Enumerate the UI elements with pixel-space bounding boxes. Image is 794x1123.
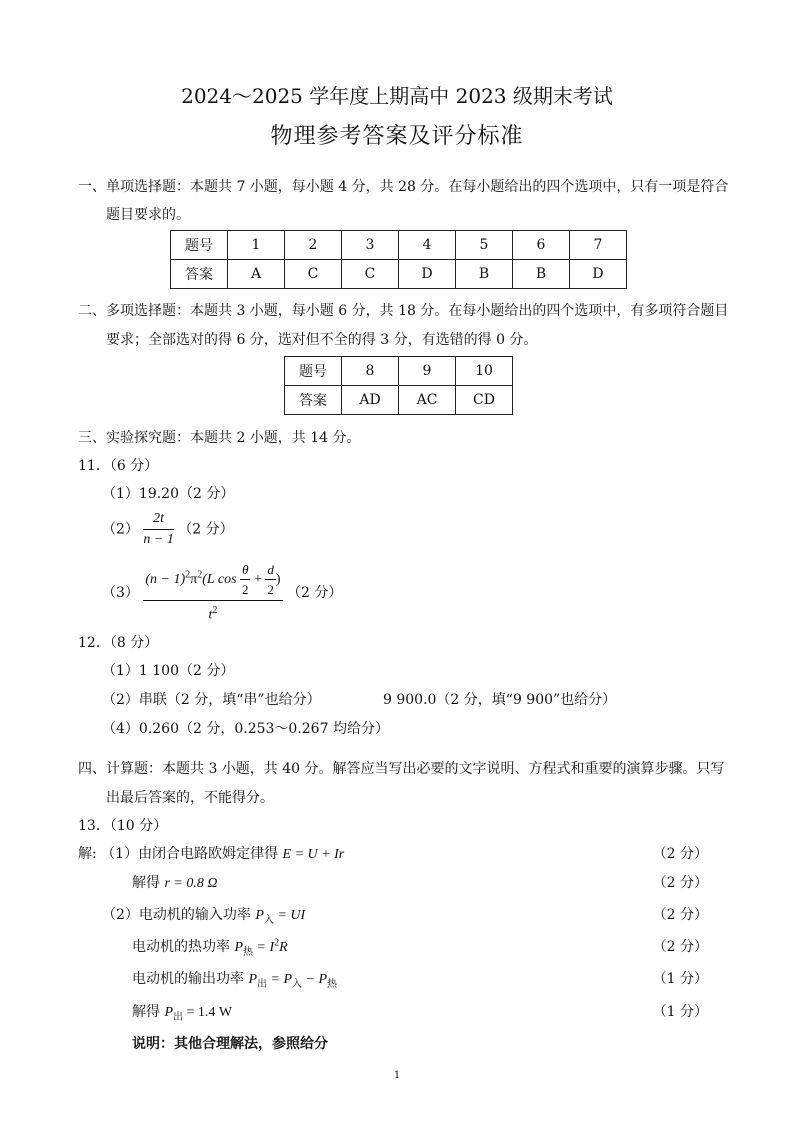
table-header-cell: 答案 (171, 260, 228, 289)
q11-part3-fraction (143, 561, 282, 625)
table-row (285, 357, 513, 386)
solution-label: 解: (78, 846, 97, 862)
answer-cell: C (342, 260, 399, 289)
points-label: （2 分） (652, 846, 708, 862)
power-symbol: P (234, 940, 244, 955)
question-number-cell: 7 (570, 231, 627, 260)
step-text: 解得 (132, 875, 160, 891)
step-text: 电动机的热功率 (132, 939, 230, 955)
fraction-denominator: n − 1 (143, 532, 174, 547)
resistance-symbol: R (279, 940, 288, 955)
q12-part4: （4）0.260（2 分，0.253～0.267 均给分） (102, 721, 389, 737)
answer-cell: CD (456, 386, 513, 415)
question-number-cell: 4 (399, 231, 456, 260)
subscript: 出 (173, 1011, 184, 1023)
question-number-cell: 6 (513, 231, 570, 260)
subscript: 热 (327, 978, 338, 990)
answer-cell: A (228, 260, 285, 289)
equation: = UI (277, 908, 306, 923)
table-header-cell: 答案 (285, 386, 342, 415)
q11-part1: （1）19.20（2 分） (102, 486, 235, 502)
question-number-cell: 5 (456, 231, 513, 260)
answer-cell: D (570, 260, 627, 289)
q12-part2-b: 9 900.0（2 分，填“9 900”也给分） (383, 692, 617, 708)
theta-over-two (240, 561, 250, 599)
answer-cell: D (399, 260, 456, 289)
step-text: 电动机的输出功率 (132, 971, 244, 987)
q13-step6 (132, 1001, 232, 1023)
expr-t: t (208, 607, 213, 623)
table-row (171, 260, 627, 289)
fraction-denominator: 2 (267, 582, 274, 597)
q13-step1 (78, 843, 344, 863)
step-text: 解得 (132, 1004, 160, 1020)
equation: r = 0.8 Ω (164, 876, 218, 891)
section1-heading-cont: 题目要求的。 (106, 207, 190, 223)
exam-title: 2024～2025 学年度上期高中 2023 级期末考试 (181, 84, 613, 108)
power-symbol: P (164, 1005, 174, 1020)
q11-part2-label: （2） (102, 521, 139, 538)
exponent: 2 (212, 605, 218, 616)
answer-cell: C (285, 260, 342, 289)
subscript: 入 (263, 914, 274, 926)
fraction-numerator (143, 561, 282, 601)
equation: = P (270, 972, 293, 987)
subscript: 热 (243, 946, 254, 958)
table-header-cell: 题号 (171, 231, 228, 260)
power-symbol: P (248, 972, 258, 987)
q11-part2-fraction (143, 510, 173, 549)
section4-heading-cont: 出最后答案的，不能得分。 (106, 790, 274, 806)
q11-part2-points: （2 分） (178, 521, 234, 538)
q11-part3 (102, 561, 342, 625)
fraction-numerator: 2t (143, 510, 173, 530)
answer-cell: B (513, 260, 570, 289)
equation: = I (256, 940, 275, 955)
expr-pi: π (190, 572, 198, 588)
table-row (171, 231, 627, 260)
q12-heading: 12．（8 分） (78, 635, 159, 651)
q11-heading: 11．（6 分） (78, 458, 159, 474)
question-number-cell: 3 (342, 231, 399, 260)
exponent: 2 (274, 937, 280, 949)
q13-step5 (132, 968, 337, 990)
equation: = 1.4 W (186, 1005, 233, 1020)
points-label: （1 分） (652, 1004, 708, 1020)
d-over-two (265, 561, 276, 599)
points-label: （1 分） (652, 971, 708, 987)
q12-part2-a: （2）串联（2 分，填“串”也给分） (102, 692, 321, 708)
table-header-cell: 题号 (285, 357, 342, 386)
question-number-cell: 2 (285, 231, 342, 260)
section1-heading: 一、单项选择题：本题共 7 小题，每小题 4 分，共 28 分。在每小题给出的四个选项中，只有一项是符合 (78, 179, 729, 195)
q11-part3-label: （3） (102, 584, 139, 601)
single-choice-answer-table (170, 230, 627, 289)
section2-heading: 二、多项选择题：本题共 3 小题，每小题 6 分，共 18 分。在每小题给出的四个选项中，有多项符合题目 (78, 303, 729, 319)
fraction-numerator: θ (240, 561, 250, 580)
points-label: （2 分） (652, 907, 708, 923)
answer-key-subtitle: 物理参考答案及评分标准 (270, 124, 524, 149)
points-label: （2 分） (652, 939, 708, 955)
question-number-cell: 1 (228, 231, 285, 260)
answer-cell: AC (399, 386, 456, 415)
table-row (285, 386, 513, 415)
power-symbol: P (255, 908, 264, 923)
question-number-cell: 10 (456, 357, 513, 386)
q13-step2 (132, 872, 217, 892)
plus-sign: + (253, 572, 262, 588)
close-paren: ) (275, 572, 281, 588)
equation: − P (305, 972, 328, 987)
exponent: 2 (197, 569, 203, 581)
q11-part3-points: （2 分） (287, 584, 343, 601)
answer-cell: AD (342, 386, 399, 415)
question-number-cell: 8 (342, 357, 399, 386)
fraction-denominator: 2 (242, 582, 249, 597)
section3-heading: 三、实验探究题：本题共 2 小题，共 14 分。 (78, 430, 361, 446)
fraction-denominator (143, 601, 282, 625)
answer-cell: B (456, 260, 513, 289)
page-number: 1 (393, 1070, 401, 1081)
subscript: 出 (257, 978, 268, 990)
section4-heading: 四、计算题：本题共 3 小题，共 40 分。解答应当写出必要的文字说明、方程式和重要的演算步骤。只写 (78, 761, 725, 777)
question-number-cell: 9 (399, 357, 456, 386)
q13-step3 (102, 904, 305, 926)
q13-step4 (132, 936, 288, 958)
section2-heading-cont: 要求；全部选对的得 6 分，选对但不全的得 3 分，有选错的得 0 分。 (106, 332, 538, 348)
q11-part2 (102, 510, 234, 549)
exponent: 2 (185, 569, 191, 581)
q12-part1: （1）1 100（2 分） (102, 663, 235, 679)
step-text: （2）电动机的输入功率 (102, 907, 251, 923)
equation: E = U + Ir (282, 847, 345, 862)
expr-l-cos: (L cos (202, 572, 237, 588)
step-text: （1）由闭合电路欧姆定律得 (101, 846, 279, 862)
q13-heading: 13．（10 分） (78, 818, 168, 834)
q13-note: 说明：其他合理解法，参照给分 (132, 1036, 328, 1052)
subscript: 入 (292, 978, 303, 990)
multi-choice-answer-table (284, 356, 513, 415)
points-label: （2 分） (652, 875, 708, 891)
expr-n-minus-1: (n − 1) (145, 572, 186, 588)
fraction-numerator: d (265, 561, 276, 580)
